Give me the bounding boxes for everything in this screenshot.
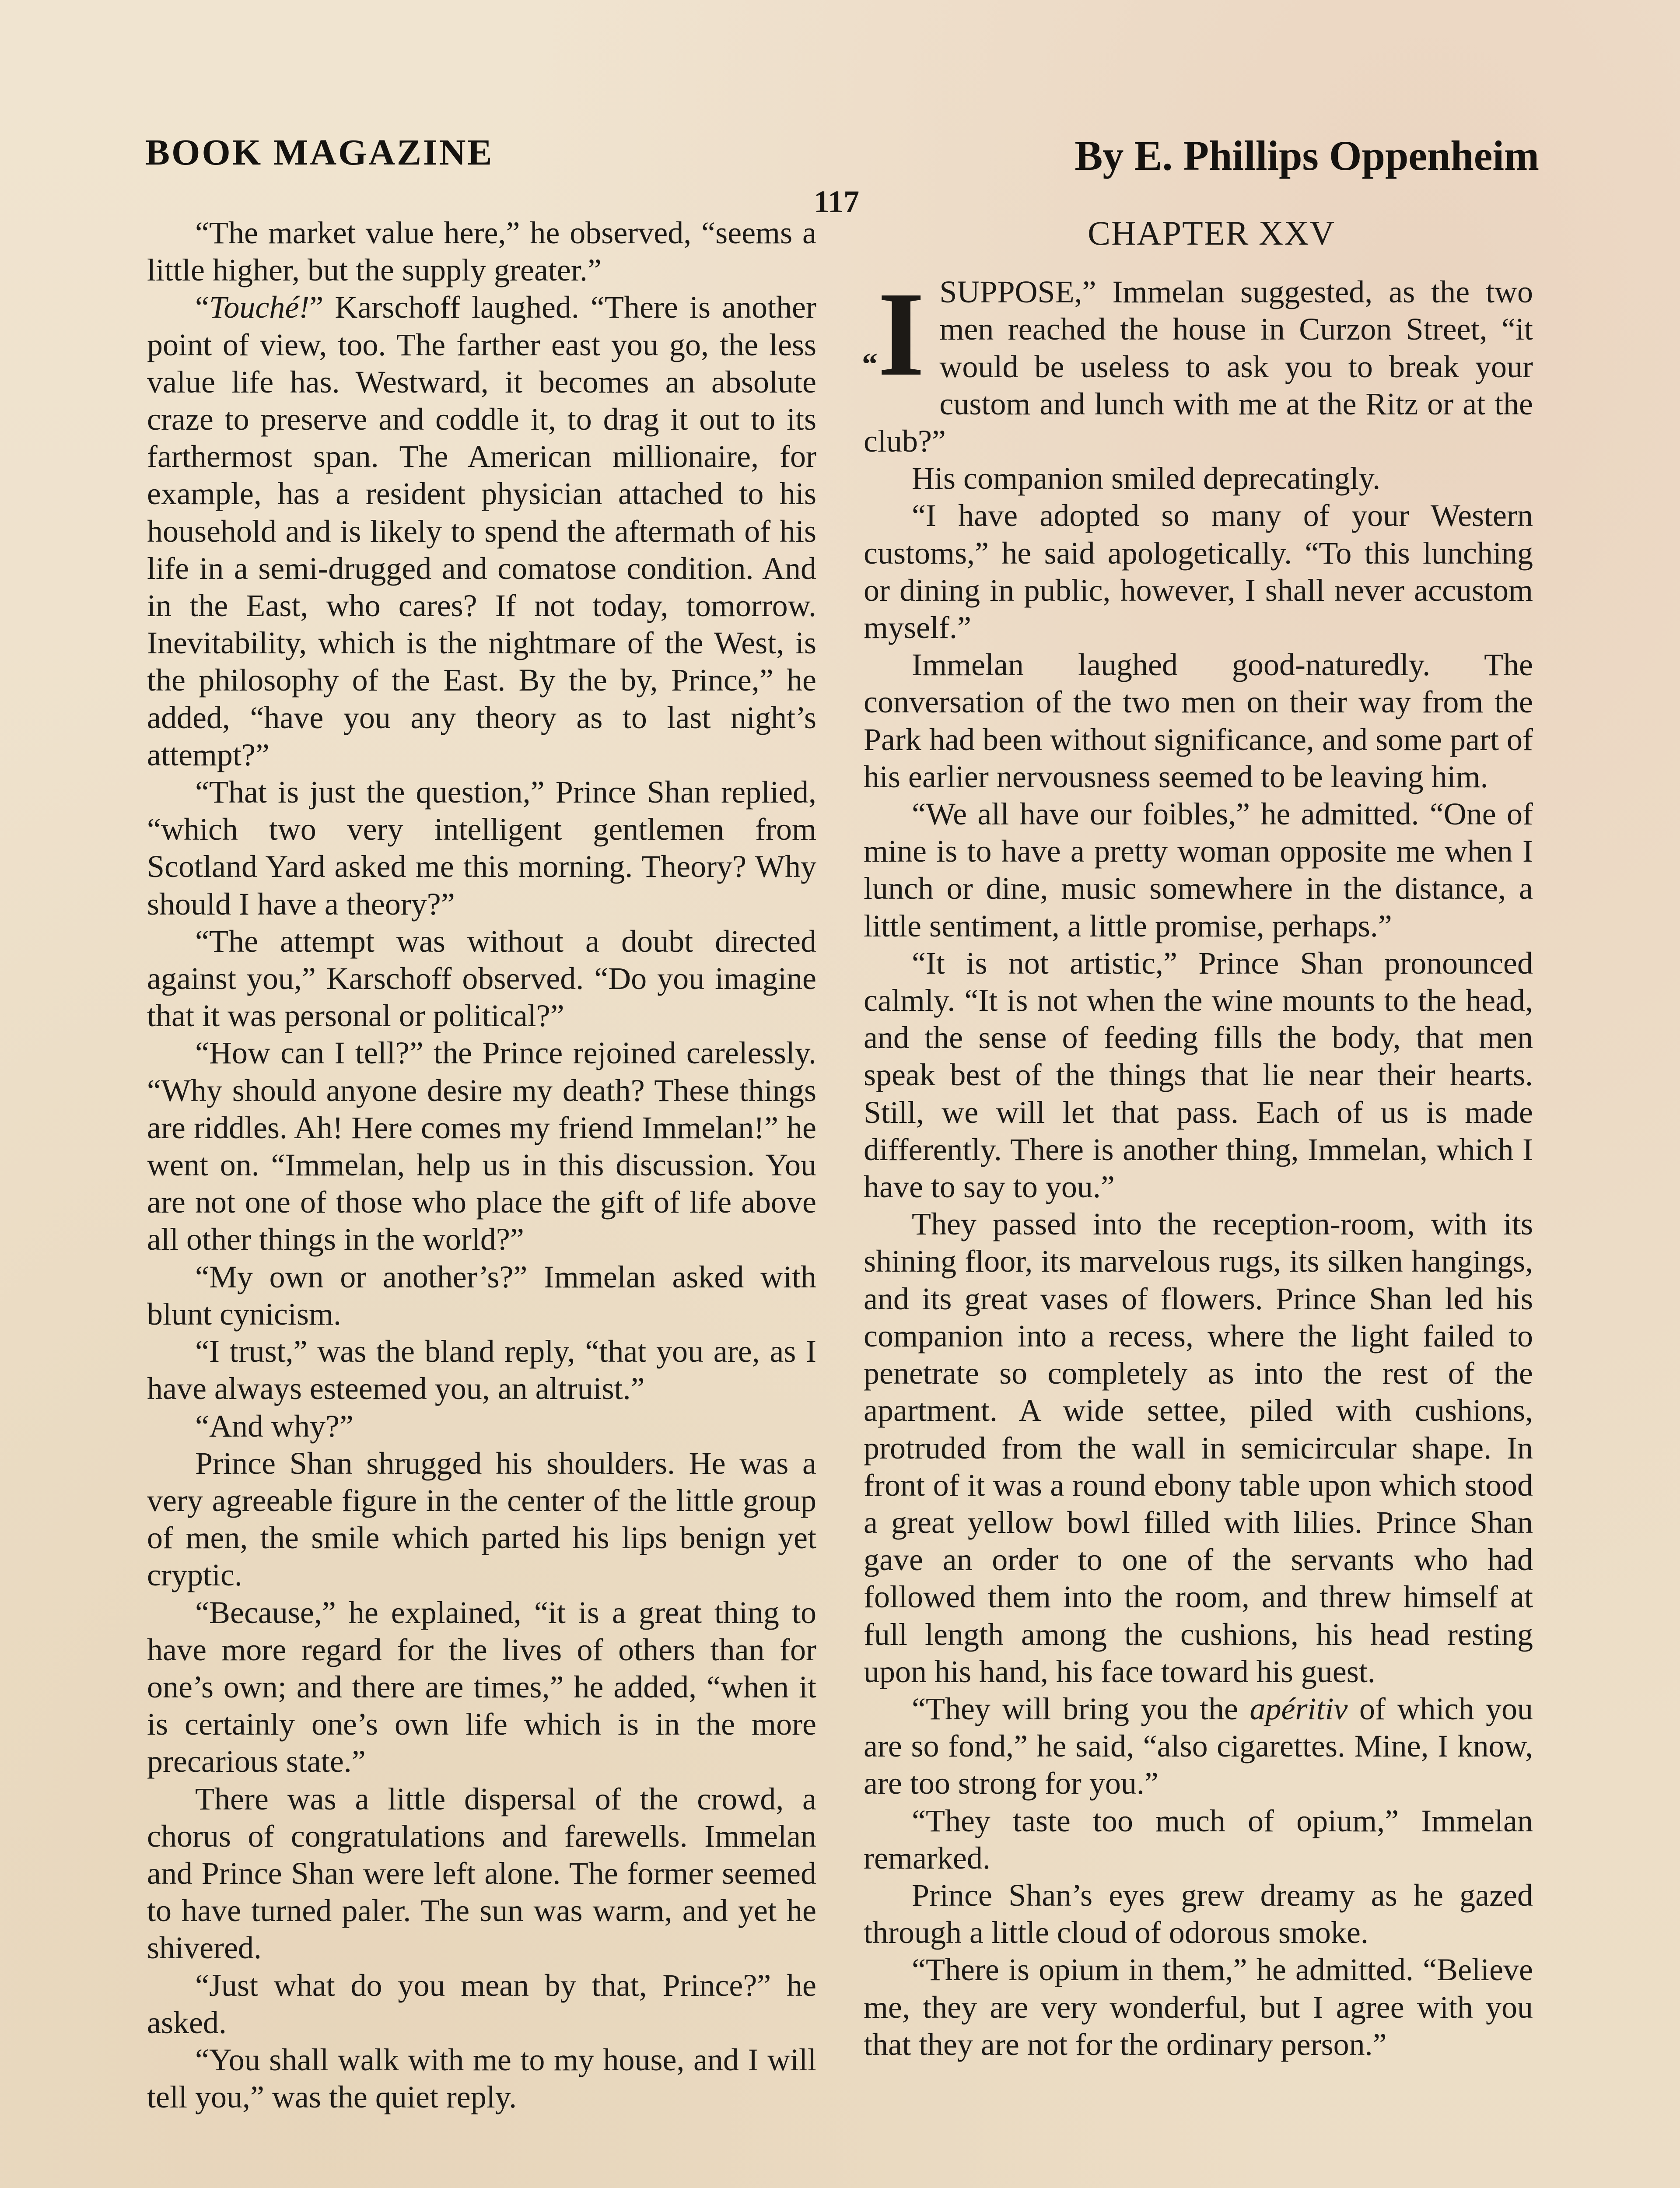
paragraph: “How can I tell?” the Prince rejoined carelessly. “Why should anyone desire my death? These things are riddles. Ah! Here comes my friend Immelan!” he went on. “Immelan, help us in this discussion. You are not one of those who place the gift of life above all other things in the world?” [147,1035,816,1257]
opening-paragraph [862,267,1533,460]
drop-cap-quote: “ [862,347,878,382]
paragraph: “The attempt was without a doubt directed against you,” Karschoff observed. “Do you imagine that it was personal or political?” [147,923,816,1034]
opening-paragraph-text: SUPPOSE,” Immelan suggested, as the two men reached the house in Curzon Street, “it would be useless to ask you to break your custom and lunch with me at the Ritz or at the club?” [864,274,1533,459]
paragraph: “We all have our foibles,” he admitted. “One of mine is to have a pretty woman opposite me when I lunch or dine, music somewhere in the distance, a little sentiment, a little promise, perhaps.” [864,796,1533,943]
paragraph: Prince Shan’s eyes grew dreamy as he gazed through a little cloud of odorous smoke. [864,1877,1533,1950]
paragraph: Immelan laughed good-naturedly. The conversation of the two men on their way from the Park had been without significance, and some part of his earlier nervousness seemed to be leaving him. [864,647,1533,794]
drop-cap-letter: I [878,267,925,401]
paragraph: “Because,” he explained, “it is a great thing to have more regard for the lives of others than for one’s own; and there are times,” he added, “when it is certainly one’s own life which is in the more precarious state.” [147,1595,816,1779]
paragraph: “They will bring you the apéritiv of which you are so fond,” he said, “also cigarettes. Mine, I know, are too strong for you.” [864,1691,1533,1801]
paragraph: “Touché!” Karschoff laughed. “There is another point of view, too. The farther east you go, the less value life has. Westward, it becomes an absolute craze to preserve and coddle it, to drag it out to its farthermost span. The American millionaire, for example, has a resident physician attached to his household and is likely to spend the aftermath of his life in a semi-drugged and comatose condition. And in the East, who cares? If not today, tomorrow. Inevitability, which is the nightmare of the West, is the philosophy of the East. By the by, Prince,” he added, “have you any theory as to last night’s attempt?” [147,290,816,772]
author-byline: By E. Phillips Oppenheim [1074,132,1539,179]
paragraph: “I trust,” was the bland reply, “that you are, as I have always esteemed you, an altruist.” [147,1334,816,1406]
paragraph: “It is not artistic,” Prince Shan pronounced calmly. “It is not when the wine mounts to the head, and the sense of feeding fills the body, that men speak best of the things that lie near their hearts. Still, we will let that pass. Each of us is made differently. There is another thing, Immelan, which I have to say to you.” [864,945,1533,1205]
paragraph: “And why?” [195,1408,354,1444]
page-number: 117 [814,184,860,219]
paragraph: “The market value here,” he observed, “seems a little higher, but the supply greater.” [147,215,816,288]
magazine-title: BOOK MAGAZINE [145,132,494,173]
paragraph: “You shall walk with me to my house, and I will tell you,” was the quiet reply. [147,2042,816,2115]
paragraph: “Just what do you mean by that, Prince?” he asked. [147,1967,816,2040]
paragraph: “My own or another’s?” Immelan asked with blunt cynicism. [147,1259,816,1332]
paragraph: There was a little dispersal of the crowd, a chorus of congratulations and farewells. Immelan and Prince Shan were left alone. The former seemed to have turned paler. The sun was warm, and yet he shivered. [147,1781,816,1966]
paragraph: “They taste too much of opium,” Immelan remarked. [864,1803,1533,1876]
paragraph: “That is just the question,” Prince Shan replied, “which two very intelligent gentlemen from Scotland Yard asked me this morning. Theory? Why should I have a theory?” [147,775,816,922]
paragraph: Prince Shan shrugged his shoulders. He was a very agreeable figure in the center of the little group of men, the smile which parted his lips benign yet cryptic. [147,1445,816,1593]
paragraph: His companion smiled deprecatingly. [912,461,1381,496]
chapter-heading: CHAPTER XXV [1088,214,1335,252]
paragraph: “There is opium in them,” he admitted. “Believe me, they are very wonderful, but I agree with you that they are not for the ordinary person.” [864,1952,1533,2062]
paragraph: They passed into the reception-room, with its shining floor, its marvelous rugs, its silken hangings, and its great vases of flowers. Prince Shan led his companion into a recess, where the light failed to penetrate so completely as into the rest of the apartment. A wide settee, piled with cushions, protruded from the wall in semicircular shape. In front of it was a round ebony table upon which stood a great yellow bowl filled with lilies. Prince Shan gave an order to one of the servants who had followed them into the room, and threw himself at full length among the cushions, his head resting upon his hand, his face toward his guest. [864,1206,1533,1689]
right-column [864,214,1533,2063]
paragraph: “I have adopted so many of your Western customs,” he said apologetically. “To this lunching or dining in public, however, I shall never accustom myself.” [864,498,1533,645]
drop-cap [862,267,925,412]
left-column [147,214,816,2116]
